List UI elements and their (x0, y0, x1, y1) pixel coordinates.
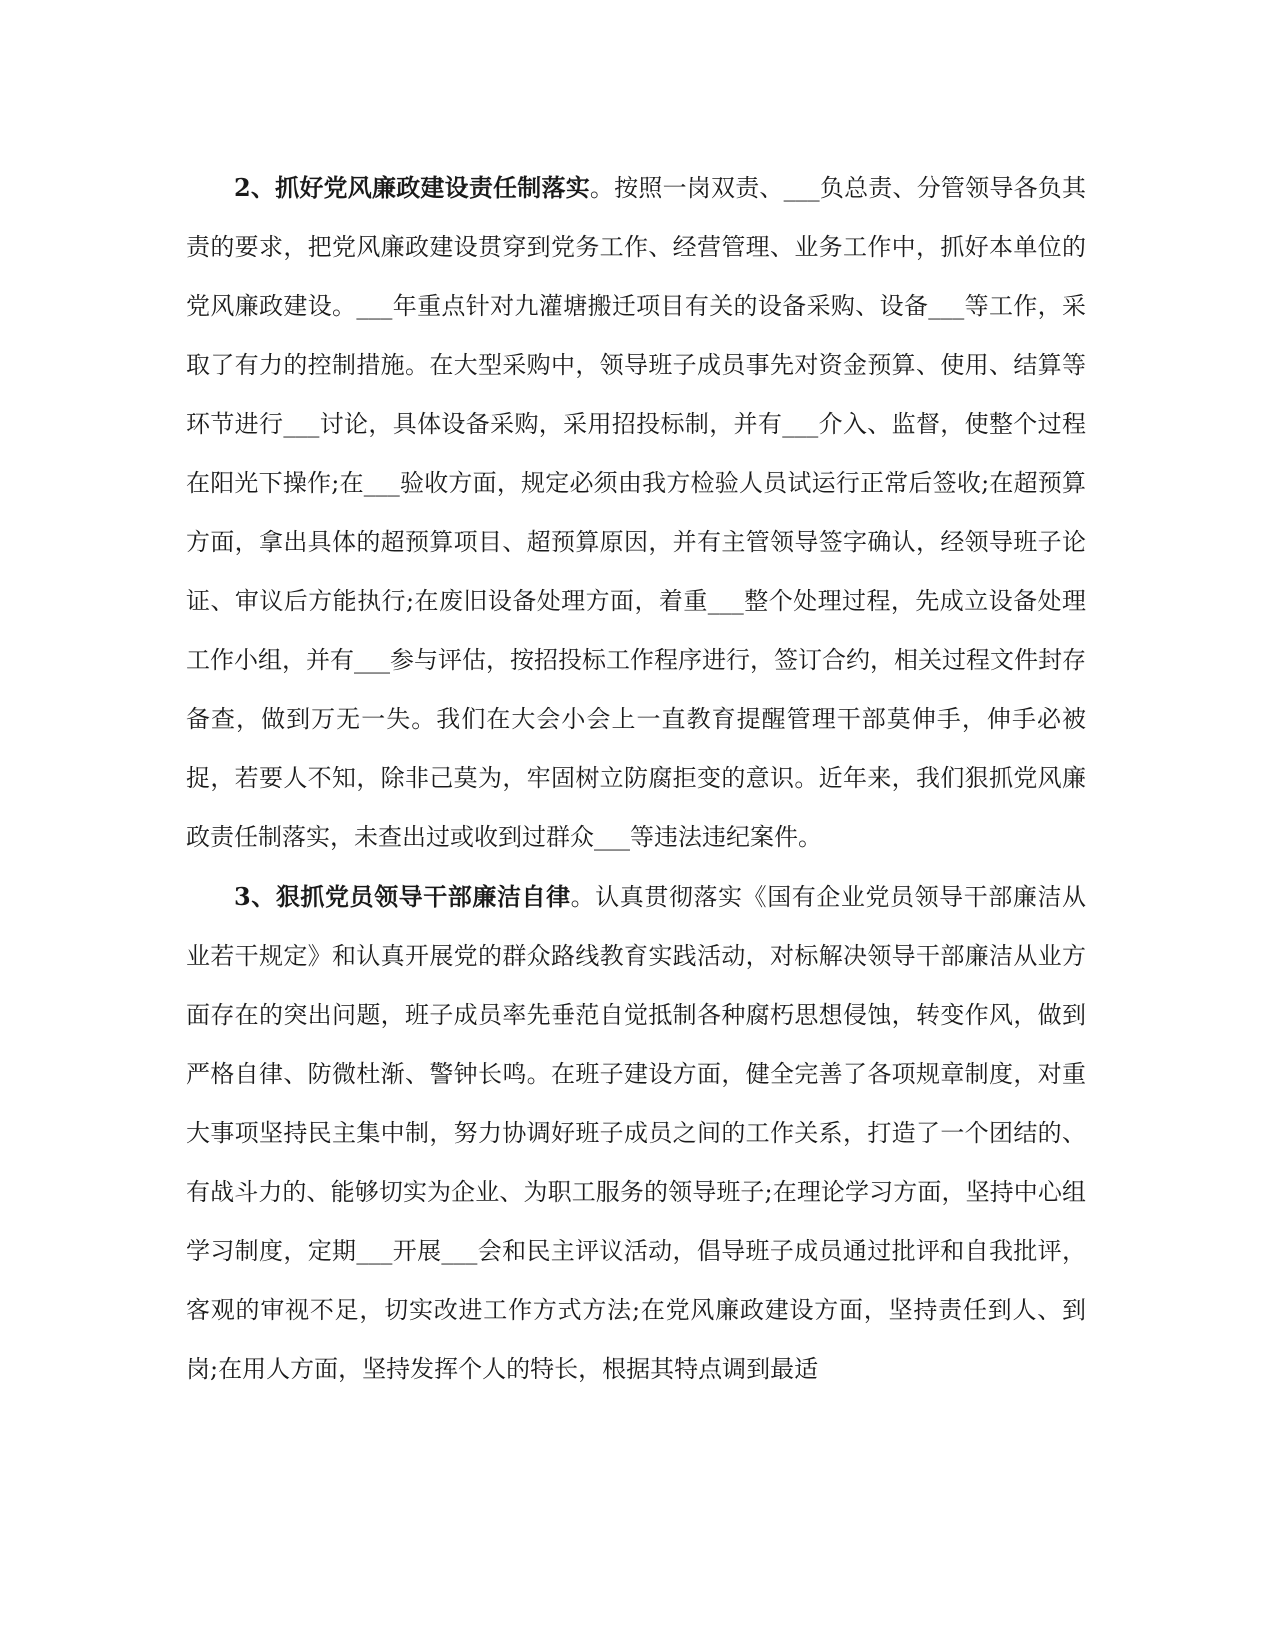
document-body (186, 158, 1086, 1399)
paragraph-text: 。按照一岗双责、___负总责、分管领导各负其责的要求，把党风廉政建设贯穿到党务工作、经营管理、业务工作中，抓好本单位的党风廉政建设。___年重点针对九灌塘搬迁项目有关的设备采购、设备___等工作，采取了有力的控制措施。在大型采购中，领导班子成员事先对资金预算、使用、结算等环节进行___讨论，具体设备采购，采用招投标制，并有___介入、监督，使整个过程在阳光下操作;在___验收方面，规定必须由我方检验人员试运行正常后签收;在超预算方面，拿出具体的超预算项目、超预算原因，并有主管领导签字确认，经领导班子论证、审议后方能执行;在废旧设备处理方面，着重___整个处理过程，先成立设备处理工作小组，并有___参与评估，按招投标工作程序进行，签订合约，相关过程文件封存备查，做到万无一失。我们在大会小会上一直教育提醒管理干部莫伸手，伸手必被捉，若要人不知，除非己莫为，牢固树立防腐拒变的意识。近年来，我们狠抓党风廉政责任制落实，未查出过或收到过群众___等违法违纪案件。 (186, 174, 1086, 851)
paragraph-heading: 3、狠抓党员领导干部廉洁自律 (234, 882, 571, 911)
paragraph-text: 。认真贯彻落实《国有企业党员领导干部廉洁从业若干规定》和认真开展党的群众路线教育实践活动，对标解决领导干部廉洁从业方面存在的突出问题，班子成员率先垂范自觉抵制各种腐朽思想侵蚀，转变作风，做到严格自律、防微杜渐、警钟长鸣。在班子建设方面，健全完善了各项规章制度，对重大事项坚持民主集中制，努力协调好班子成员之间的工作关系，打造了一个团结的、有战斗力的、能够切实为企业、为职工服务的领导班子;在理论学习方面，坚持中心组学习制度，定期___开展___会和民主评议活动，倡导班子成员通过批评和自我批评，客观的审视不足，切实改进工作方式方法;在党风廉政建设方面，坚持责任到人、到岗;在用人方面，坚持发挥个人的特长，根据其特点调到最适 (186, 883, 1087, 1383)
paragraph-party-conduct-responsibility (186, 158, 1086, 867)
paragraph-leader-self-discipline (186, 867, 1086, 1399)
paragraph-heading: 2、抓好党风廉政建设责任制落实 (234, 173, 590, 202)
